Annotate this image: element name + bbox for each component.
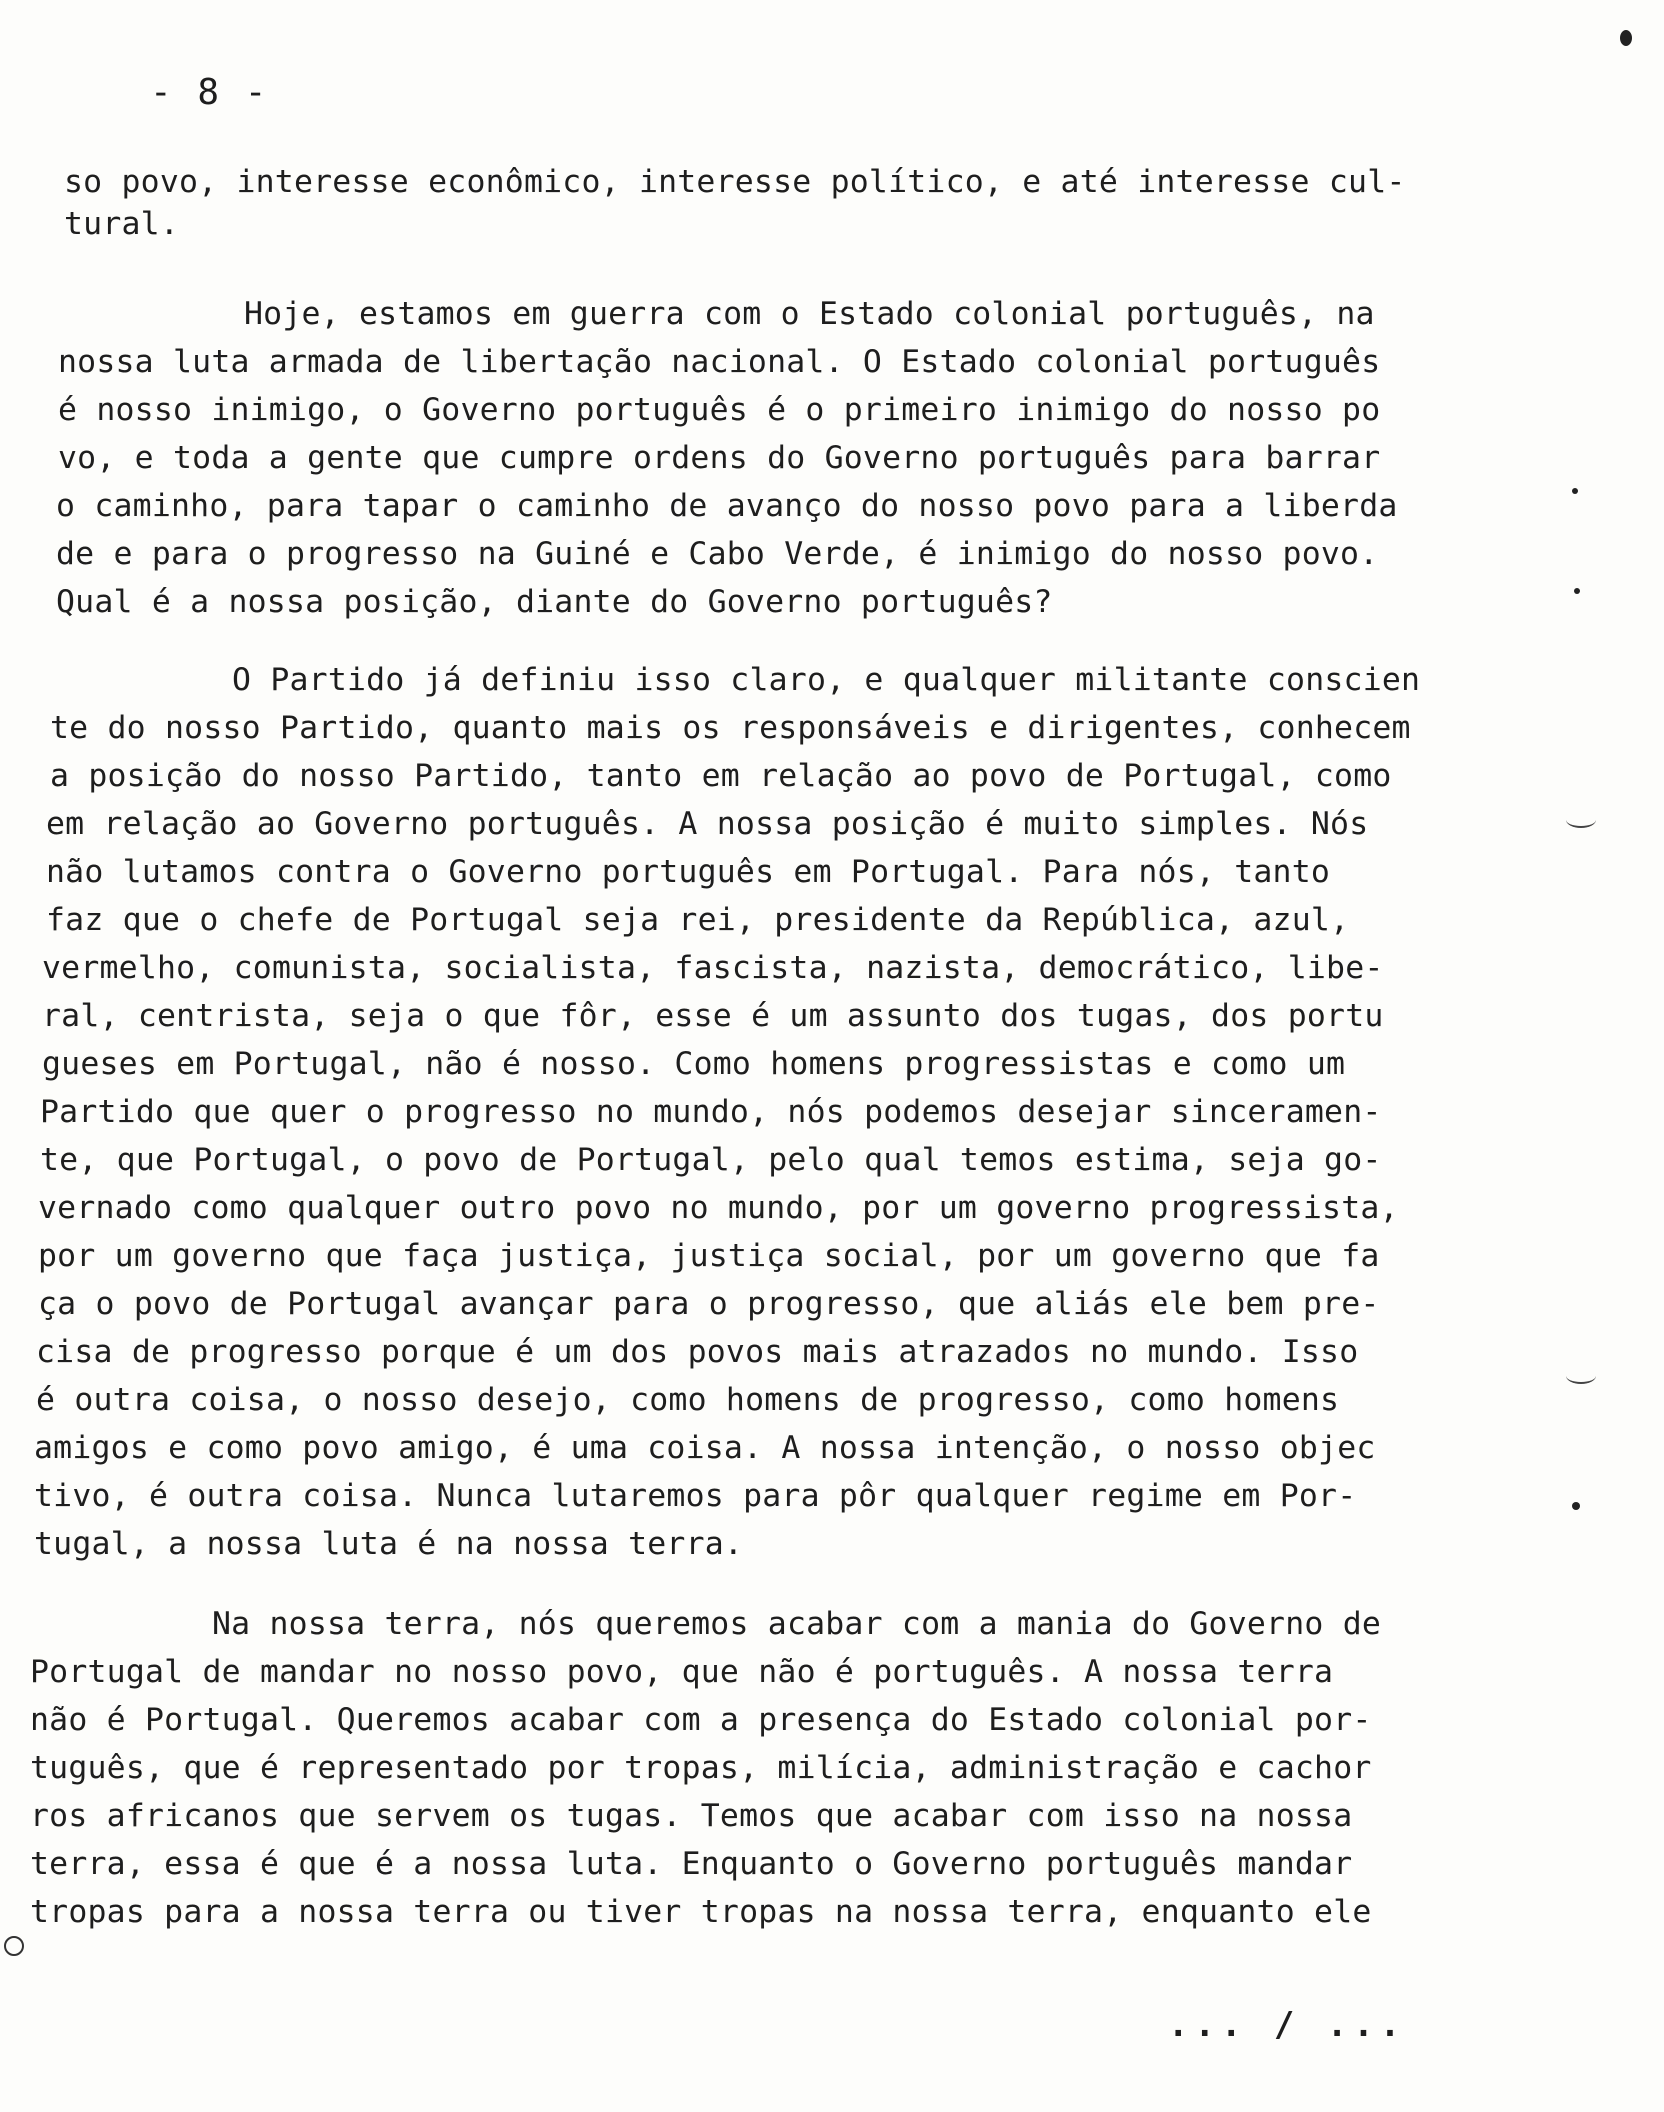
text-line: tugal, a nossa luta é na nossa terra. <box>34 1526 744 1562</box>
text-line: tivo, é outra coisa. Nunca lutaremos para pôr qualquer regime em Por- <box>34 1478 1357 1514</box>
text-line: a posição do nosso Partido, tanto em relação ao povo de Portugal, como <box>50 758 1392 794</box>
text-line: Qual é a nossa posição, diante do Governo português? <box>56 584 1053 620</box>
ink-spot <box>1620 30 1632 46</box>
text-line: Hoje, estamos em guerra com o Estado colonial português, na <box>244 296 1375 332</box>
text-line: ros africanos que servem os tugas. Temos que acabar com isso na nossa <box>30 1798 1353 1834</box>
text-line: em relação ao Governo português. A nossa posição é muito simples. Nós <box>46 806 1369 842</box>
text-line: é outra coisa, o nosso desejo, como homens de progresso, como homens <box>36 1382 1340 1418</box>
text-line: tropas para a nossa terra ou tiver tropas na nossa terra, enquanto ele <box>30 1894 1372 1930</box>
ink-spot <box>1572 1502 1580 1510</box>
text-line: tural. <box>64 206 179 242</box>
text-line: nossa luta armada de libertação nacional. O Estado colonial português <box>58 344 1381 380</box>
text-line: não lutamos contra o Governo português em Portugal. Para nós, tanto <box>46 854 1331 890</box>
text-line: vo, e toda a gente que cumpre ordens do Governo português para barrar <box>58 440 1381 476</box>
text-line: vermelho, comunista, socialista, fascista, nazista, democrático, libe- <box>42 950 1384 986</box>
continuation-mark: ... / ... <box>1168 2005 1407 2045</box>
text-line: so povo, interesse econômico, interesse político, e até interesse cul- <box>64 164 1406 200</box>
text-line: cisa de progresso porque é um dos povos mais atrazados no mundo. Isso <box>36 1334 1359 1370</box>
ink-spot <box>1574 588 1580 594</box>
text-line: o caminho, para tapar o caminho de avanço do nosso povo para a liberda <box>56 488 1398 524</box>
text-line: por um governo que faça justiça, justiça social, por um governo que fa <box>38 1238 1380 1274</box>
text-line: faz que o chefe de Portugal seja rei, presidente da República, azul, <box>46 902 1350 938</box>
text-line: terra, essa é que é a nossa luta. Enquanto o Governo português mandar <box>30 1846 1353 1882</box>
text-line: ral, centrista, seja o que fôr, esse é um assunto dos tugas, dos portu <box>42 998 1384 1034</box>
text-line: Na nossa terra, nós queremos acabar com a mania do Governo de <box>212 1606 1382 1642</box>
ink-spot <box>1572 488 1578 494</box>
text-line: gueses em Portugal, não é nosso. Como homens progressistas e como um <box>42 1046 1346 1082</box>
text-line: é nosso inimigo, o Governo português é o primeiro inimigo do nosso po <box>58 392 1381 428</box>
text-line: vernado como qualquer outro povo no mundo, por um governo progressista, <box>38 1190 1399 1226</box>
text-line: ça o povo de Portugal avançar para o progresso, que aliás ele bem pre- <box>38 1286 1380 1322</box>
text-line: te do nosso Partido, quanto mais os responsáveis e dirigentes, conhecem <box>50 710 1411 746</box>
punch-hole-mark <box>4 1936 24 1956</box>
text-line: tuguês, que é representado por tropas, milícia, administração e cachor <box>30 1750 1372 1786</box>
page-number: - 8 - <box>150 72 269 113</box>
text-line: Portugal de mandar no nosso povo, que não é português. A nossa terra <box>30 1654 1334 1690</box>
text-line: O Partido já definiu isso claro, e qualquer militante conscien <box>232 662 1421 698</box>
text-line: amigos e como povo amigo, é uma coisa. A nossa intenção, o nosso objec <box>34 1430 1376 1466</box>
text-line: de e para o progresso na Guiné e Cabo Verde, é inimigo do nosso povo. <box>56 536 1379 572</box>
text-line: te, que Portugal, o povo de Portugal, pelo qual temos estima, seja go- <box>40 1142 1382 1178</box>
text-line: Partido que quer o progresso no mundo, nós podemos desejar sinceramen- <box>40 1094 1382 1130</box>
text-line: não é Portugal. Queremos acabar com a presença do Estado colonial por- <box>30 1702 1372 1738</box>
scan-curve-mark <box>1566 1368 1596 1384</box>
scan-curve-mark <box>1566 812 1596 828</box>
